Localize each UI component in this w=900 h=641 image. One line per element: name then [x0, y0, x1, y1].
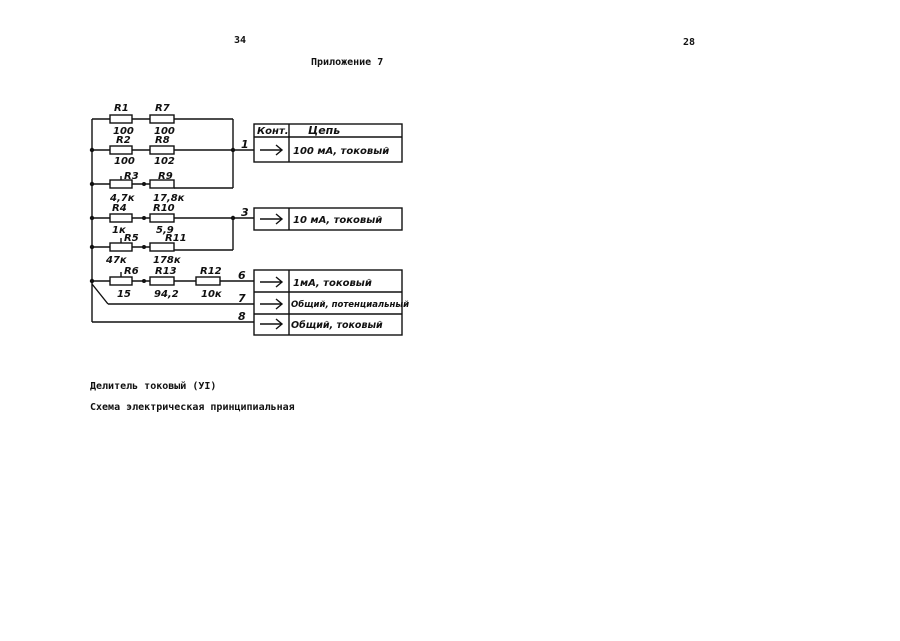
- resistor-name: R6: [124, 266, 139, 277]
- resistor-name: R7: [155, 103, 170, 114]
- contact-number: 6: [238, 269, 246, 282]
- resistor-value: 100: [114, 156, 135, 167]
- resistor-value: 100: [154, 126, 175, 137]
- resistor-name: R5: [124, 233, 139, 244]
- right-page-number: 28: [683, 37, 696, 48]
- resistor-name: R1: [114, 103, 129, 114]
- left-page-number: 34: [234, 35, 247, 46]
- resistor-value: 94,2: [154, 289, 179, 300]
- resistor-value: 4,7к: [110, 193, 135, 204]
- contact-number: 3: [241, 206, 249, 219]
- resistor-value: 17,8к: [153, 193, 185, 204]
- resistor-value: 10к: [201, 289, 222, 300]
- caption-device-name: Делитель токовый (УI): [90, 381, 217, 392]
- circuit-label: 1мА, токовый: [293, 278, 372, 289]
- circuit-label: Общий, потенциальный: [291, 300, 410, 310]
- resistor-name: R13: [155, 266, 177, 277]
- resistor-name: R4: [112, 203, 127, 214]
- circuit-label: 10 мА, токовый: [293, 215, 383, 226]
- resistor-name: R12: [200, 266, 222, 277]
- resistor-value: 47к: [106, 255, 127, 266]
- resistor-value: 5,9: [156, 225, 174, 236]
- resistor-value: 1к: [112, 225, 126, 236]
- circuit-label: Общий, токовый: [291, 320, 383, 331]
- resistor-name: R8: [155, 135, 170, 146]
- resistor-name: R2: [116, 135, 131, 146]
- contact-number: 7: [238, 292, 246, 305]
- appendix-title: Приложение 7: [311, 57, 384, 68]
- table-header-contact: Конт.: [257, 126, 289, 137]
- resistor-value: 102: [154, 156, 175, 167]
- resistor-name: R11: [165, 233, 187, 244]
- resistor-name: R3: [124, 171, 139, 182]
- contact-number: 1: [241, 138, 249, 151]
- contact-number: 8: [238, 310, 246, 323]
- resistor-value: 100: [113, 126, 134, 137]
- resistor-value: 178к: [153, 255, 181, 266]
- resistor-name: R10: [153, 203, 175, 214]
- caption-schematic-type: Схема электрическая принципиальная: [90, 402, 295, 413]
- resistor-name: R9: [158, 171, 173, 182]
- table-header-circuit: Цепь: [308, 124, 341, 137]
- resistor-value: 15: [117, 289, 131, 300]
- circuit-label: 100 мА, токовый: [293, 146, 390, 157]
